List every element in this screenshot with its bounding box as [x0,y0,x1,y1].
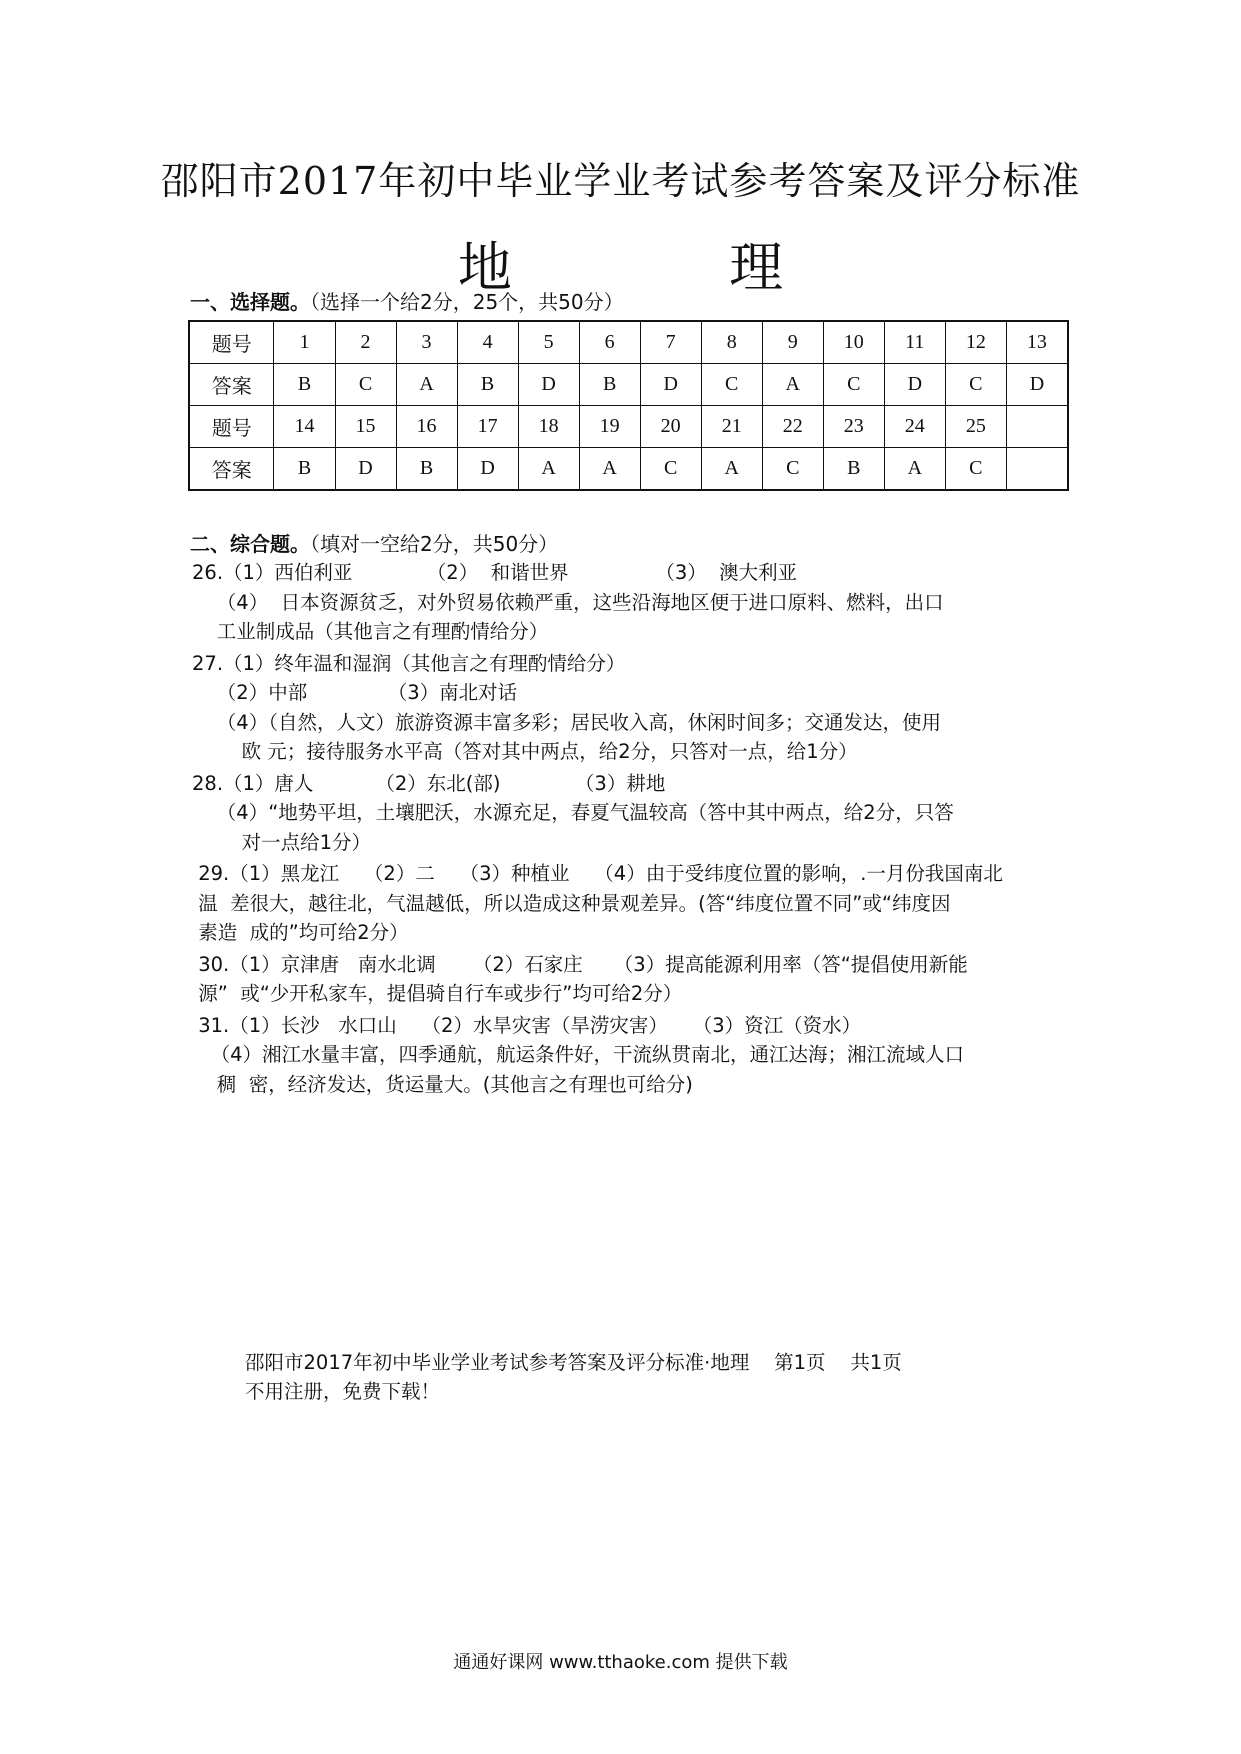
question-number-cell: 3 [396,321,457,364]
question-number-cell: 16 [396,406,457,448]
question-number-cell: 2 [335,321,396,364]
question-number-cell: 18 [518,406,579,448]
question-number-cell: 11 [884,321,945,364]
answer-cell: A [884,448,945,491]
answer-30-line-2: 源” 或“少开私家车，提倡骑自行车或步行”均可给2分） [192,982,683,1005]
question-number-cell: 1 [274,321,335,364]
answer-cell: D [457,448,518,491]
answer-30-line-1: 30.（1）京津唐 南水北调 （2）石家庄 （3）提高能源利用率（答“提倡使用新能 [192,952,968,976]
answer-cell: B [457,364,518,406]
question-number-cell: 14 [274,406,335,448]
answer-28-line-2: （4）“地势平坦，土壤肥沃，水源充足，春夏气温较高（答中其中两点，给2分，只答 [192,801,954,824]
answer-cell: C [701,364,762,406]
question-number-cell: 24 [884,406,945,448]
page-title: 邵阳市2017年初中毕业学业考试参考答案及评分标准 [160,159,1081,203]
page-footer [245,1348,902,1406]
table-row-header: 答案 [189,448,274,491]
table-row [189,321,1068,364]
answer-26-line-3: 工业制成品（其他言之有理酌情给分） [192,620,549,643]
answer-cell: B [274,364,335,406]
section-heading-choice-note: （选择一个给2分，25个，共50分） [310,290,624,314]
table-row-header: 题号 [189,321,274,364]
answer-table [188,320,1069,491]
answer-cell: B [274,448,335,491]
footer-note: 不用注册，免费下载！ [245,1380,441,1403]
answer-cell: B [396,448,457,491]
answer-cell: C [640,448,701,491]
answer-31-line-2: （4）湘江水量丰富，四季通航，航运条件好，干流纵贯南北，通江达海；湘江流域人口 [192,1043,965,1066]
answer-cell: C [823,364,884,406]
answer-cell: A [579,448,640,491]
section-heading-choice-label: 一、选择题。 [190,290,310,314]
answer-31-line-3: 稠 密，经济发达，货运量大。(其他言之有理也可给分) [192,1072,693,1096]
question-number-cell: 9 [762,321,823,364]
answer-cell: C [945,448,1006,491]
answer-27-line-2: （2）中部 （3）南北对话 [192,681,518,704]
answer-cell: C [335,364,396,406]
question-number-cell: 10 [823,321,884,364]
question-number-cell: 12 [945,321,1006,364]
question-number-cell: 8 [701,321,762,364]
question-number-cell: 6 [579,321,640,364]
question-number-cell: 22 [762,406,823,448]
answer-cell: D [1006,364,1068,406]
answer-27-line-4: 欧 元；接待服务水平高（答对其中两点，给2分，只答对一点，给1分） [192,740,858,763]
answer-27-line-1: 27.（1）终年温和湿润（其他言之有理酌情给分） [192,651,626,675]
answer-31-line-1: 31.（1）长沙 水口山 （2）水旱灾害（旱涝灾害） （3）资江（资水） [192,1013,862,1037]
question-number-cell: 21 [701,406,762,448]
question-number-cell: 15 [335,406,396,448]
section-heading-choice [190,286,624,315]
table-row [189,448,1068,491]
table-row-header: 答案 [189,364,274,406]
section-heading-comprehensive-note: （填对一空给2分，共50分） [310,532,559,556]
section-heading-comprehensive-label: 二、综合题。 [190,532,310,556]
answer-29-line-2: 温 差很大，越往北，气温越低，所以造成这种景观差异。(答“纬度位置不同”或“纬度因 [192,891,951,915]
question-number-cell: 7 [640,321,701,364]
answer-28-line-1: 28.（1）唐人 （2）东北(部) （3）耕地 [192,771,666,795]
question-number-cell [1006,406,1068,448]
table-row [189,364,1068,406]
table-row-header: 题号 [189,406,274,448]
table-row [189,406,1068,448]
question-number-cell: 5 [518,321,579,364]
answer-cell: A [396,364,457,406]
answer-cell: C [945,364,1006,406]
answer-cell: D [640,364,701,406]
answer-28-line-3: 对一点给1分） [192,830,371,854]
answer-26-line-1: 26.（1）西伯利亚 （2） 和谐世界 （3） 澳大利亚 [192,561,798,584]
question-number-cell: 17 [457,406,518,448]
answer-29-line-3: 素造 成的”均可给2分） [192,921,409,944]
comprehensive-answers [192,558,1092,1099]
answer-cell: B [823,448,884,491]
answer-cell [1006,448,1068,491]
answer-26-line-2: （4） 日本资源贫乏，对外贸易依赖严重，这些沿海地区便于进口原料、燃料，出口 [192,590,944,614]
question-number-cell: 25 [945,406,1006,448]
source-line: 通通好课网 www.tthaoke.com 提供下载 [453,1652,788,1673]
section-heading-comprehensive [190,528,558,557]
answer-29-line-1: 29.（1）黑龙江 （2）二 （3）种植业 （4）由于受纬度位置的影响，.一月份我国南北 [192,862,1003,885]
answer-cell: C [762,448,823,491]
answer-cell: D [884,364,945,406]
subject-title: 地 理 [457,236,884,299]
answer-cell: D [518,364,579,406]
question-number-cell: 20 [640,406,701,448]
question-number-cell: 19 [579,406,640,448]
question-number-cell: 13 [1006,321,1068,364]
answer-cell: A [701,448,762,491]
answer-cell: B [579,364,640,406]
question-number-cell: 23 [823,406,884,448]
answer-cell: A [518,448,579,491]
answer-cell: A [762,364,823,406]
answer-cell: D [335,448,396,491]
answer-27-line-3: （4）（自然，人文）旅游资源丰富多彩；居民收入高，休闲时间多；交通发达，使用 [192,710,941,734]
footer-page-info: 邵阳市2017年初中毕业学业考试参考答案及评分标准·地理 第1页 共1页 [245,1351,902,1374]
question-number-cell: 4 [457,321,518,364]
